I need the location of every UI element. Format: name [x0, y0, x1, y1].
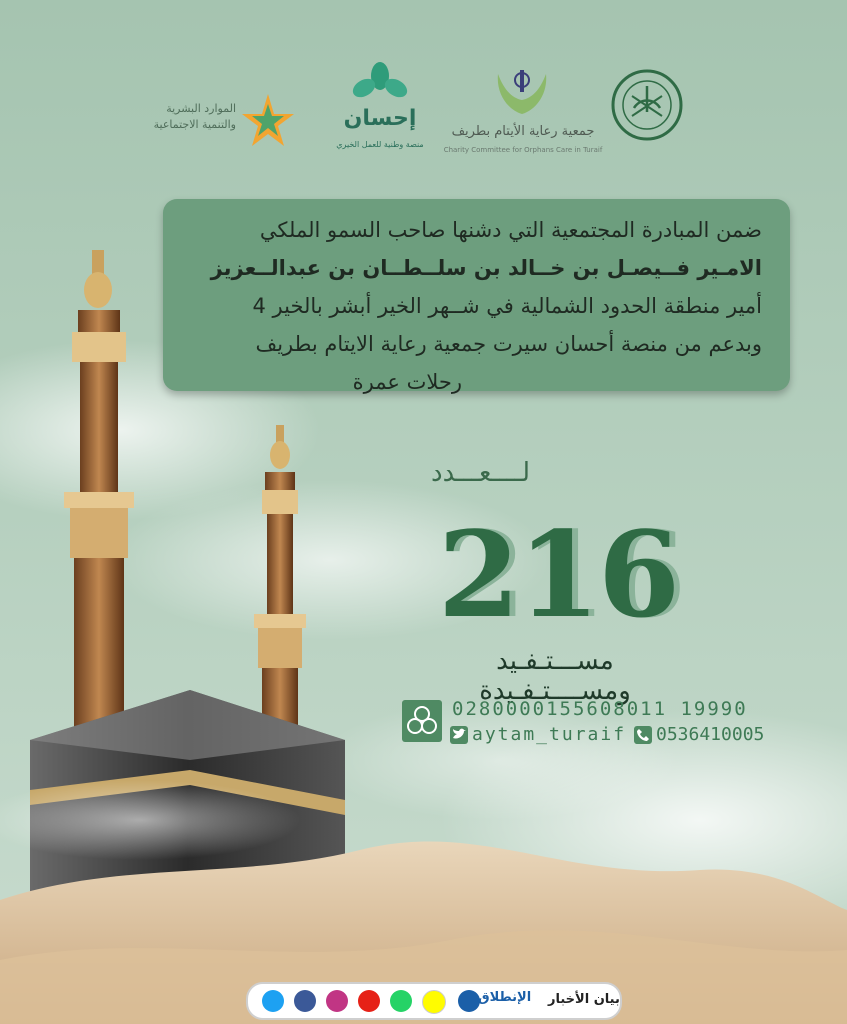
youtube-social-icon[interactable] [358, 990, 380, 1012]
charity-name-ar: جمعية رعاية الأيتام بطريف [451, 124, 595, 139]
ministry-logo [140, 92, 300, 152]
partner-logos [140, 62, 700, 172]
announcement-line-2: الامـير فــيصـل بن خــالد بن سلــطــان بن عبدالــعزيز [210, 256, 762, 280]
charity-hands-icon [492, 64, 552, 118]
snapchat-social-icon[interactable] [422, 990, 446, 1014]
ehsan-name: إحسان [343, 106, 417, 131]
twitter-handle[interactable]: aytam_turaif [472, 724, 627, 745]
emirate-seal-logo [610, 68, 684, 142]
ministry-text-line1: الموارد البشرية [166, 102, 236, 115]
phone-icon [634, 726, 652, 744]
instagram-social-icon[interactable] [326, 990, 348, 1012]
footer-label: بيان الأخبار [548, 992, 620, 1007]
announcement-line-3: أمير منطقة الحدود الشمالية في شــهر الخير أبشر بالخير 4 [252, 294, 762, 318]
twitter-icon [450, 726, 468, 744]
emirate-seal-icon [610, 68, 684, 142]
announcement-card [163, 199, 790, 394]
ehsan-logo [336, 62, 424, 162]
count-lead-text: لــــعـــدد [430, 458, 530, 488]
beneficiary-count: 216 [437, 505, 679, 644]
announcement-line-1: ضمن المبادرة المجتمعية التي دشنها صاحب السمو الملكي [259, 218, 762, 242]
ehsan-sub: منصة وطنية للعمل الخيري [336, 140, 424, 149]
phone-number[interactable]: 0536410005 [656, 724, 765, 745]
announcement-text [172, 211, 762, 401]
globe-icon [458, 990, 480, 1012]
facebook-social-icon[interactable] [294, 990, 316, 1012]
beneficiary-label: مســـتـفـيد ومســــتـفـيدة [479, 646, 631, 706]
whatsapp-social-icon[interactable] [390, 990, 412, 1012]
contact-info [402, 700, 772, 746]
news-logo-text: الإنطلاق [478, 990, 532, 1005]
charity-logo [443, 62, 603, 162]
twitter-social-icon[interactable] [262, 990, 284, 1012]
announcement-line-5: رحلات عمرة [352, 370, 462, 394]
charity-name-en: Charity Committee for Orphans Care in Turaif [443, 146, 603, 154]
account-number: 0280000155608011 19990 [452, 698, 748, 720]
bank-icon [402, 700, 442, 742]
ministry-star-icon [240, 92, 296, 148]
ministry-text-line2: والتنمية الاجتماعية [153, 118, 236, 131]
news-outlet-logo [458, 988, 532, 1014]
social-footer [246, 982, 622, 1020]
announcement-line-4: وبدعم من منصة أحسان سيرت جمعية رعاية الايتام بطريف [255, 332, 762, 356]
ehsan-leaves-icon [350, 62, 410, 106]
